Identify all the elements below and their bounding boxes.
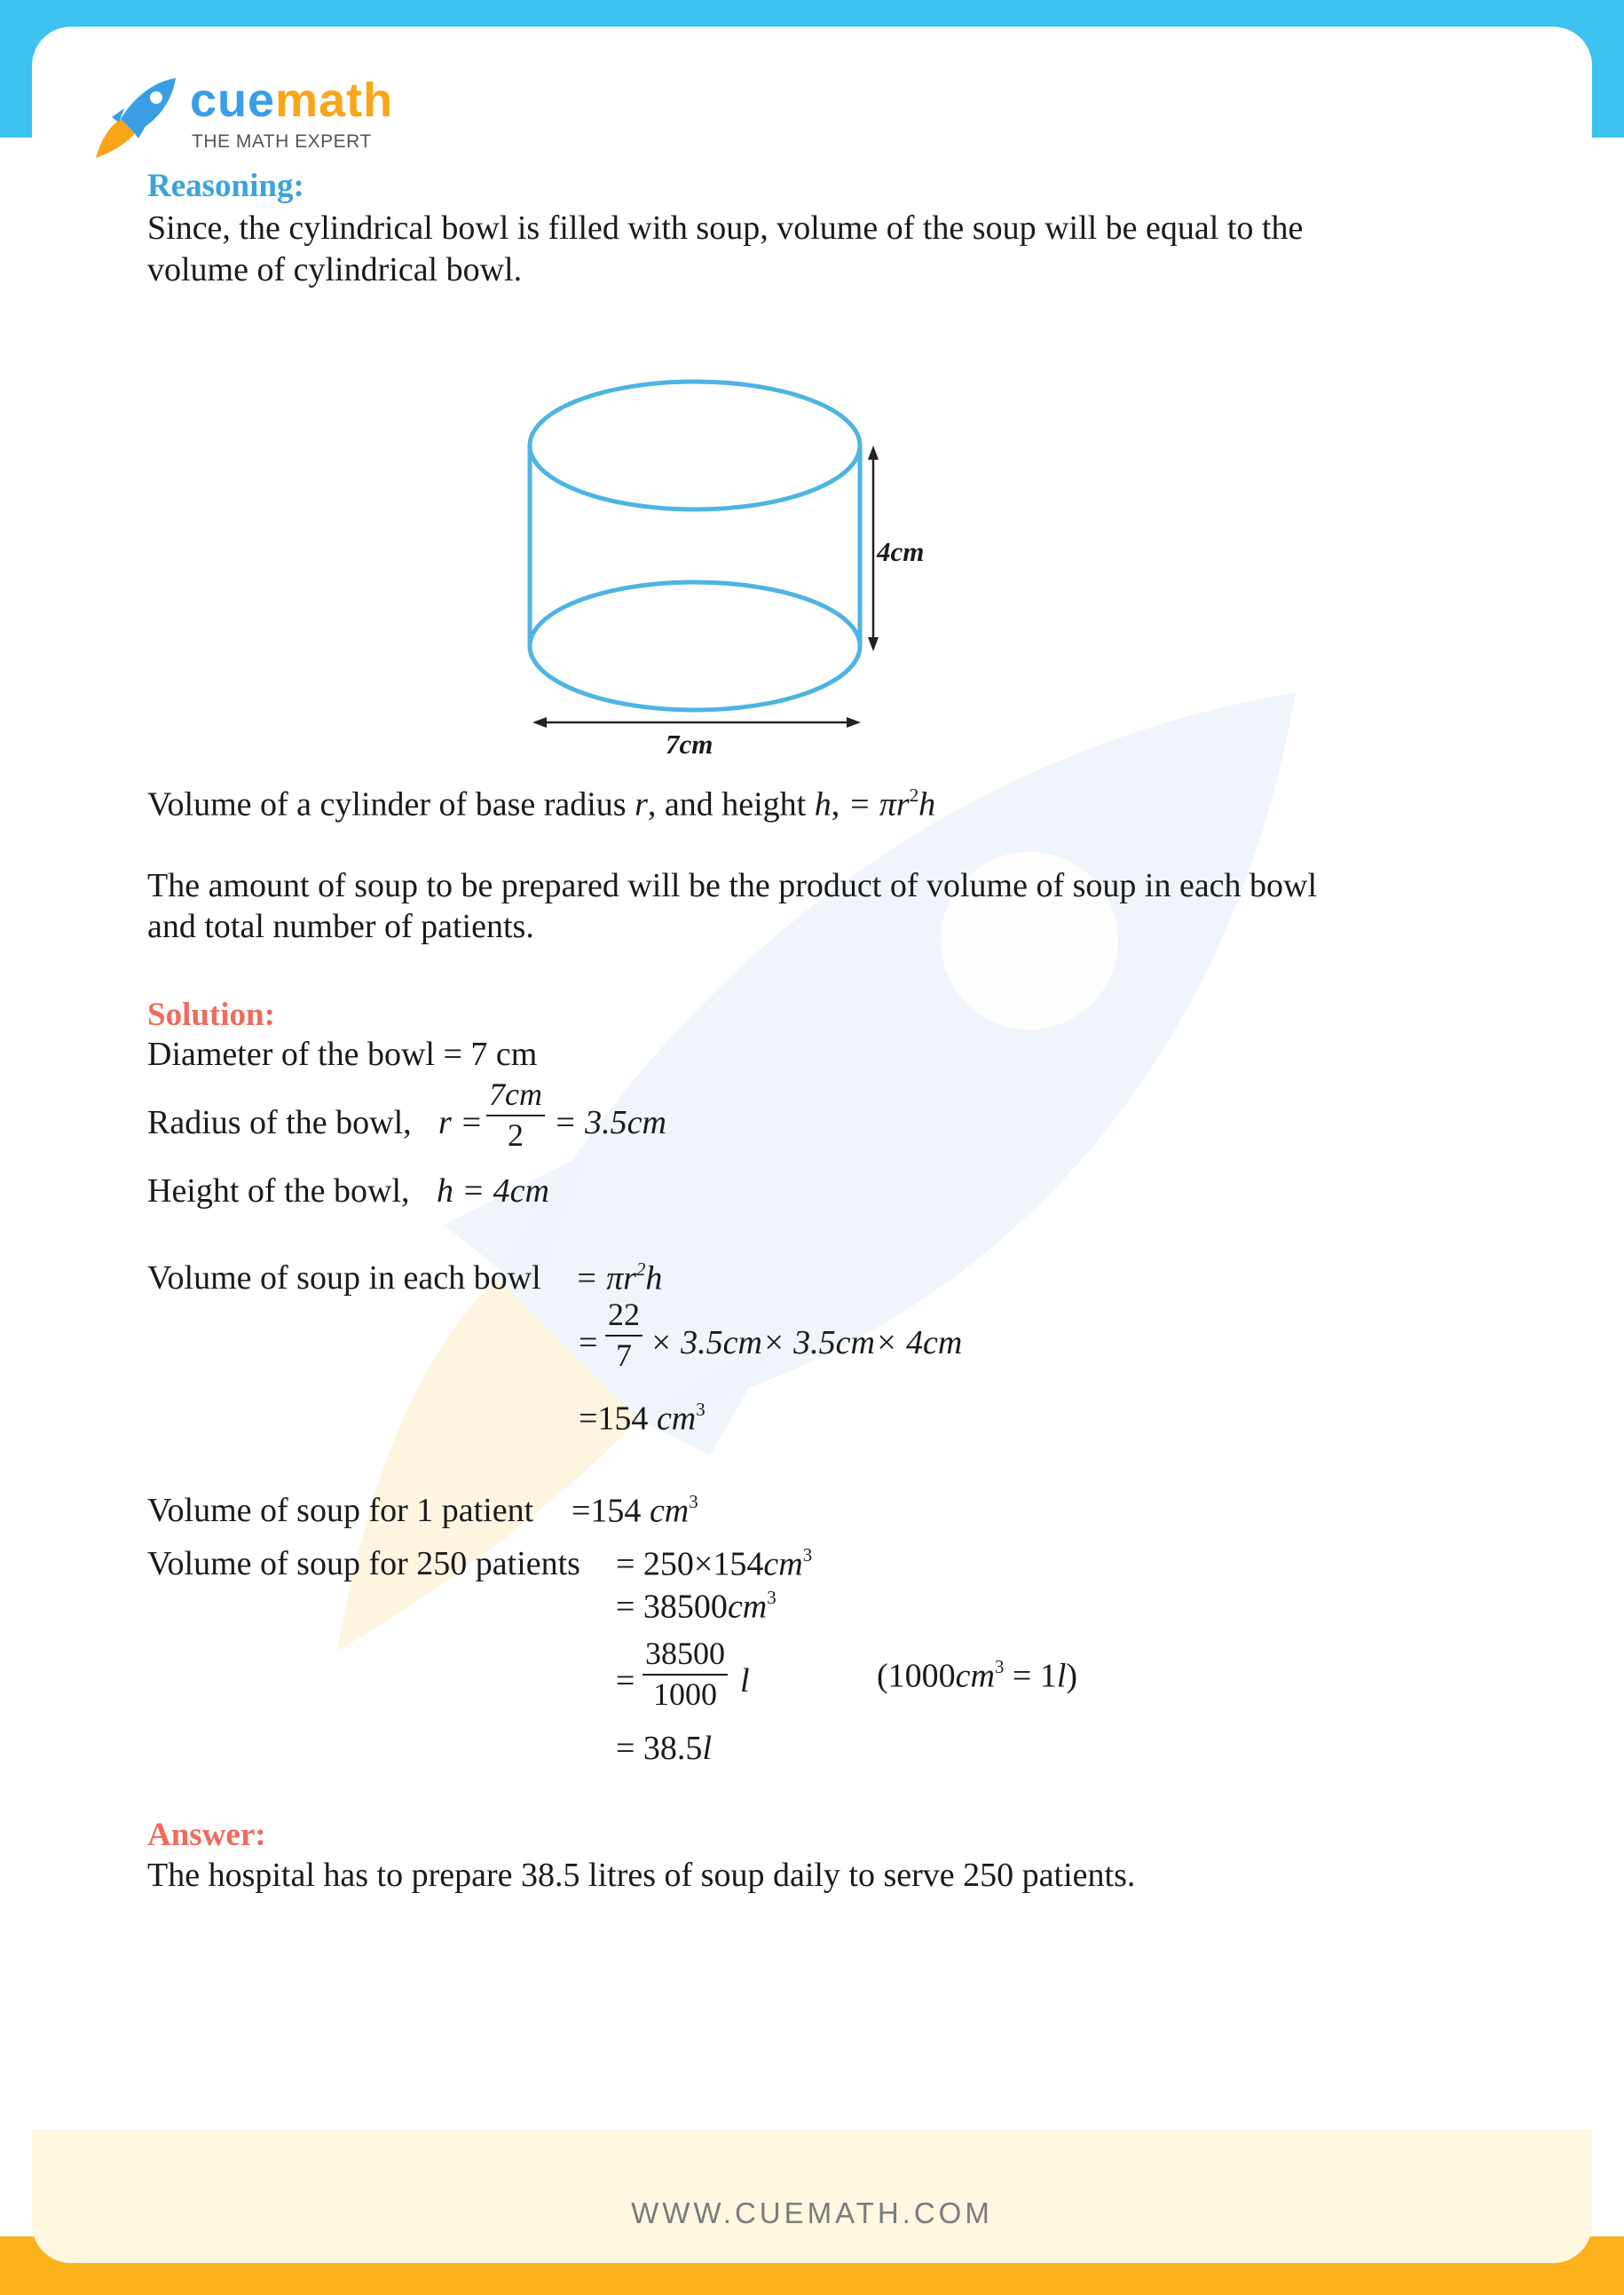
- radius-label: Radius of the bowl,: [147, 1104, 412, 1141]
- volume-each-expr: = $\pi r^2h$: [575, 1258, 663, 1297]
- step2-line: =154 $cm^3$: [579, 1399, 706, 1438]
- cylinder-top-ellipse: [530, 382, 860, 509]
- one-patient-expr: =154 $cm^3$: [572, 1491, 698, 1530]
- many-step4: = 38.5l: [616, 1730, 712, 1767]
- step1-rest: × 3.5cm× 3.5cm× 4cm: [650, 1324, 963, 1361]
- step1-fraction: $\frac{22}{7}$: [605, 1297, 643, 1373]
- height-label: 4cm: [877, 536, 925, 567]
- radius-rhs: = 3.5cm: [554, 1104, 666, 1141]
- amount-line-2: and total number of patients.: [147, 908, 534, 945]
- one-patient-label: Volume of soup for 1 patient: [147, 1492, 534, 1529]
- solution-heading: Solution:: [147, 997, 275, 1033]
- reasoning-heading: Reasoning:: [147, 168, 304, 204]
- many-step3-fraction: $\frac{38500}{1000}$: [643, 1636, 728, 1712]
- reasoning-line-1: Since, the cylindrical bowl is filled with soup, volume of the soup will be equal to the: [147, 209, 1304, 247]
- footer-website: WWW.CUEMATH.COM: [631, 2196, 993, 2229]
- many-step2: = $38500cm^3$: [616, 1587, 777, 1626]
- height-line-expr: h = 4cm: [437, 1172, 549, 1210]
- answer-text: The hospital has to prepare 38.5 litres of soup daily to serve 250 patients.: [147, 1857, 1136, 1894]
- many-patients-expr: = $250\times 154cm^3$: [616, 1544, 813, 1583]
- cuemath-rocket-logo-icon: [89, 76, 186, 165]
- formula-line: Volume of a cylinder of base radius r, and height h, = $\pi r^2h$: [147, 785, 936, 824]
- volume-each-label: Volume of soup in each bowl: [147, 1259, 541, 1297]
- step1-equals: =: [579, 1324, 598, 1361]
- diameter-label: 7cm: [666, 729, 713, 760]
- brand-wordmark: cuemath: [190, 74, 394, 127]
- many-patients-label: Volume of soup for 250 patients: [147, 1545, 580, 1582]
- amount-line-1: The amount of soup to be prepared will be the product of volume of soup in each bowl: [147, 867, 1318, 904]
- many-step3-equals: =: [616, 1662, 635, 1700]
- answer-heading: Answer:: [147, 1817, 266, 1853]
- conversion-note: $(1000cm^3 = 1l)$: [877, 1656, 1078, 1695]
- brand-tagline: THE MATH EXPERT: [192, 131, 372, 152]
- reasoning-line-2: volume of cylindrical bowl.: [147, 251, 523, 288]
- diameter-line: Diameter of the bowl = 7 cm: [147, 1036, 538, 1073]
- many-step3-unit: l: [740, 1662, 750, 1700]
- cylinder-bottom-ellipse: [530, 582, 860, 710]
- height-line-label: Height of the bowl,: [147, 1172, 410, 1210]
- radius-lhs: r =: [438, 1104, 483, 1141]
- radius-fraction: $\frac{7cm}{2}$: [486, 1077, 545, 1153]
